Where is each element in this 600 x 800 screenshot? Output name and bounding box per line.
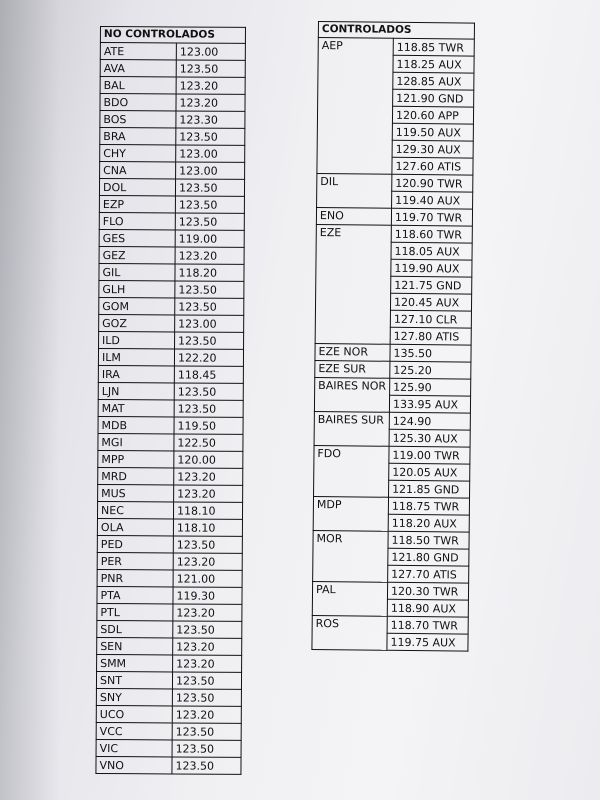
frequency: 123.20	[176, 94, 245, 111]
table-row	[312, 581, 468, 600]
table-row	[98, 467, 243, 485]
table-row	[96, 671, 241, 689]
frequency: 125.20	[390, 361, 471, 379]
frequency: 123.50	[173, 621, 242, 638]
frequency: 123.20	[173, 604, 242, 621]
frequency: 127.80 ATIS	[390, 327, 471, 345]
table-row	[100, 145, 245, 163]
aerodrome-code: CNA	[100, 162, 176, 179]
frequency: 123.30	[176, 111, 245, 128]
frequency: 120.90 TWR	[392, 174, 473, 192]
table-row	[100, 77, 245, 95]
table-row	[313, 530, 469, 549]
frequency: 118.20	[175, 264, 244, 281]
aerodrome-code: OLA	[97, 518, 173, 535]
table-row	[99, 263, 244, 281]
aerodrome-code: SNT	[96, 671, 172, 688]
controlados-table	[311, 21, 475, 652]
frequency: 121.90 GND	[393, 89, 474, 107]
table-row	[97, 518, 242, 536]
frequency: 118.70 TWR	[387, 616, 468, 634]
station-name: AEP	[317, 38, 393, 175]
paper-shadow	[0, 0, 60, 800]
table-row	[99, 246, 244, 264]
aerodrome-code: BAL	[100, 77, 176, 94]
aerodrome-code: VIC	[96, 739, 172, 756]
frequency: 121.75 GND	[391, 276, 472, 294]
frequency: 123.50	[172, 689, 241, 706]
station-name: BAIRES SUR	[314, 411, 389, 446]
table-row	[99, 331, 244, 349]
aerodrome-code: MRD	[98, 467, 174, 484]
frequency: 123.50	[173, 536, 242, 553]
aerodrome-code: GES	[99, 229, 175, 246]
table-row	[100, 60, 245, 78]
frequency: 123.00	[176, 43, 245, 60]
table-row	[316, 207, 472, 226]
aerodrome-code: MPP	[98, 450, 174, 467]
table-row	[98, 365, 243, 383]
table-row	[99, 314, 244, 332]
station-name: MOR	[313, 530, 389, 582]
frequency: 123.20	[172, 706, 241, 723]
frequency: 129.30 AUX	[392, 140, 473, 158]
aerodrome-code: VNO	[96, 756, 172, 773]
frequency: 118.90 AUX	[387, 599, 468, 617]
frequency: 121.85 GND	[389, 480, 470, 498]
frequency: 123.20	[174, 485, 243, 502]
aerodrome-code: GOZ	[99, 314, 175, 331]
aerodrome-code: MUS	[98, 484, 174, 501]
aerodrome-code: PED	[97, 535, 173, 552]
frequency: 123.50	[174, 383, 243, 400]
frequency: 123.20	[173, 638, 242, 655]
frequency: 123.20	[173, 553, 242, 570]
frequency: 119.90 AUX	[391, 259, 472, 277]
table-row	[315, 360, 471, 379]
no-controlados-body	[96, 43, 245, 775]
table-row	[97, 501, 242, 519]
frequency: 125.90	[390, 378, 471, 396]
frequency: 123.20	[176, 77, 245, 94]
frequency: 120.00	[174, 451, 243, 468]
aerodrome-code: ILD	[99, 331, 175, 348]
table-row	[97, 654, 242, 672]
station-name: ENO	[316, 207, 391, 225]
table-row	[318, 38, 474, 57]
frequency: 123.50	[172, 757, 241, 774]
table-row	[97, 552, 242, 570]
table-row	[97, 569, 242, 587]
frequency: 118.05 AUX	[391, 242, 472, 260]
table-row	[98, 433, 243, 451]
frequency: 118.85 TWR	[393, 38, 474, 56]
frequency: 121.00	[173, 570, 242, 587]
aerodrome-code: PTA	[97, 586, 173, 603]
aerodrome-code: CHY	[100, 145, 176, 162]
table-row	[312, 615, 468, 634]
table-row	[99, 229, 244, 247]
table-row	[100, 43, 245, 61]
station-name: DIL	[317, 173, 392, 208]
no-controlados-title: NO CONTROLADOS	[100, 27, 245, 44]
table-row	[100, 111, 245, 129]
table-row	[98, 399, 243, 417]
table-row	[100, 162, 245, 180]
table-row	[97, 586, 242, 604]
frequency: 118.10	[173, 519, 242, 536]
frequency: 119.50 AUX	[392, 123, 473, 141]
table-row	[99, 297, 244, 315]
frequency: 127.60 ATIS	[392, 157, 473, 175]
frequency: 123.00	[176, 145, 245, 162]
table-row	[98, 450, 243, 468]
frequency: 119.50	[174, 417, 243, 434]
aerodrome-code: SNY	[96, 688, 172, 705]
station-name: FDO	[314, 445, 390, 497]
table-row	[97, 637, 242, 655]
table-row	[98, 416, 243, 434]
aerodrome-code: DOL	[99, 179, 175, 196]
frequency: 122.50	[174, 434, 243, 451]
frequency: 123.50	[172, 723, 241, 740]
frequency: 118.25 AUX	[393, 55, 474, 73]
frequency: 123.50	[175, 281, 244, 298]
table-row	[96, 688, 241, 706]
frequency: 133.95 AUX	[389, 395, 470, 413]
aerodrome-code: LJN	[98, 382, 174, 399]
frequency: 119.00	[175, 230, 244, 247]
frequency: 135.50	[390, 344, 471, 362]
frequency: 118.45	[174, 366, 243, 383]
table-row	[99, 179, 244, 197]
frequency: 123.20	[174, 468, 243, 485]
frequency: 123.00	[175, 315, 244, 332]
aerodrome-code: MAT	[98, 399, 174, 416]
station-name: EZE SUR	[315, 360, 390, 378]
frequency: 127.70 ATIS	[388, 565, 469, 583]
frequency: 123.50	[175, 332, 244, 349]
table-row	[96, 722, 241, 740]
aerodrome-code: GOM	[99, 297, 175, 314]
frequency: 123.20	[173, 655, 242, 672]
frequency: 119.70 TWR	[391, 208, 472, 226]
frequency: 118.75 TWR	[388, 497, 469, 515]
table-row	[98, 484, 243, 502]
aerodrome-code: MDB	[98, 416, 174, 433]
table-row	[315, 377, 471, 396]
frequency: 119.30	[173, 587, 242, 604]
aerodrome-code: ILM	[98, 348, 174, 365]
frequency: 123.50	[175, 213, 244, 230]
frequency: 120.60 APP	[392, 106, 473, 124]
aerodrome-code: GEZ	[99, 246, 175, 263]
frequency: 123.50	[175, 179, 244, 196]
table-row	[313, 496, 469, 515]
frequency: 120.05 AUX	[389, 463, 470, 481]
frequency: 123.50	[175, 298, 244, 315]
aerodrome-code: NEC	[97, 501, 173, 518]
frequency: 120.30 TWR	[387, 582, 468, 600]
frequency: 118.20 AUX	[388, 514, 469, 532]
frequency: 123.50	[175, 196, 244, 213]
table-row	[97, 603, 242, 621]
table-row	[99, 212, 244, 230]
station-name: PAL	[312, 581, 387, 616]
frequency: 123.50	[174, 400, 243, 417]
frequency: 118.50 TWR	[388, 531, 469, 549]
controlados-title: CONTROLADOS	[318, 22, 474, 40]
frequency: 123.50	[172, 672, 241, 689]
station-name: EZE NOR	[315, 343, 390, 361]
aerodrome-code: BOS	[100, 111, 176, 128]
frequency: 121.80 GND	[388, 548, 469, 566]
frequency: 119.75 AUX	[387, 633, 468, 651]
table-row	[97, 535, 242, 553]
aerodrome-code: GLH	[99, 280, 175, 297]
table-row	[98, 348, 243, 366]
controlados-body	[312, 38, 474, 652]
no-controlados-table	[95, 26, 246, 775]
aerodrome-code: EZP	[99, 195, 175, 212]
aerodrome-code: UCO	[96, 705, 172, 722]
table-row	[316, 224, 472, 243]
frequency: 118.10	[173, 502, 242, 519]
aerodrome-code: FLO	[99, 212, 175, 229]
frequency: 127.10 CLR	[390, 310, 471, 328]
table-row	[100, 128, 245, 146]
table-row	[99, 195, 244, 213]
table-row	[97, 620, 242, 638]
table-row	[99, 280, 244, 298]
station-name: ROS	[312, 615, 387, 650]
aerodrome-code: VCC	[96, 722, 172, 739]
table-row	[315, 343, 471, 362]
frequency: 122.20	[174, 349, 243, 366]
frequency: 120.45 AUX	[390, 293, 471, 311]
table-row	[314, 411, 470, 430]
aerodrome-code: BRA	[100, 128, 176, 145]
aerodrome-code: PTL	[97, 603, 173, 620]
aerodrome-code: PNR	[97, 569, 173, 586]
frequency: 128.85 AUX	[393, 72, 474, 90]
aerodrome-code: BDO	[100, 94, 176, 111]
aerodrome-code: GIL	[99, 263, 175, 280]
frequency: 119.00 TWR	[389, 446, 470, 464]
station-name: EZE	[315, 224, 391, 344]
frequency: 123.20	[175, 247, 244, 264]
table-row	[98, 382, 243, 400]
aerodrome-code: SDL	[97, 620, 173, 637]
frequency: 125.30 AUX	[389, 429, 470, 447]
frequency: 123.50	[172, 740, 241, 757]
frequency: 118.60 TWR	[391, 225, 472, 243]
station-name: MDP	[313, 496, 388, 531]
station-name: BAIRES NOR	[314, 377, 389, 412]
aerodrome-code: MGI	[98, 433, 174, 450]
aerodrome-code: AVA	[100, 60, 176, 77]
frequency: 123.50	[176, 60, 245, 77]
table-row	[317, 173, 473, 192]
aerodrome-code: SEN	[97, 637, 173, 654]
table-row	[96, 756, 241, 774]
table-row	[96, 705, 241, 723]
table-row	[96, 739, 241, 757]
table-row	[100, 94, 245, 112]
aerodrome-code: SMM	[97, 654, 173, 671]
table-row	[314, 445, 470, 464]
frequency: 123.50	[176, 128, 245, 145]
aerodrome-code: IRA	[98, 365, 174, 382]
aerodrome-code: ATE	[100, 43, 176, 60]
aerodrome-code: PER	[97, 552, 173, 569]
frequency: 124.90	[389, 412, 470, 430]
frequency: 119.40 AUX	[392, 191, 473, 209]
frequency: 123.00	[176, 162, 245, 179]
